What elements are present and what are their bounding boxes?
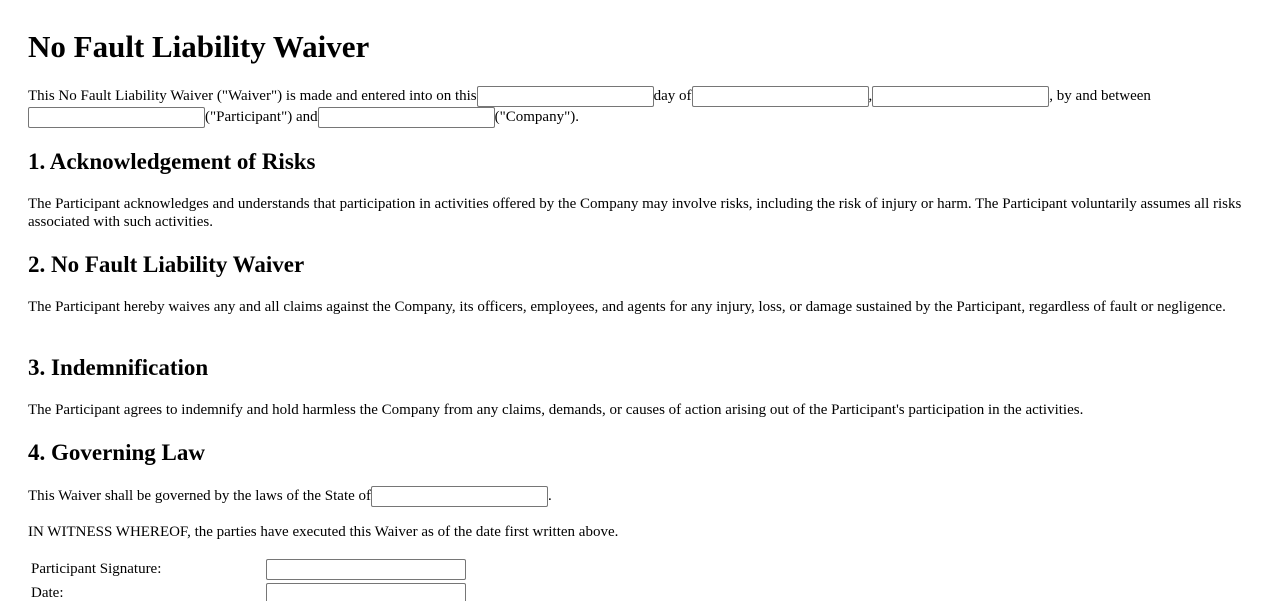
intro-text-made-on: This No Fault Liability Waiver ("Waiver") is made and entered into on this xyxy=(28,88,477,104)
intro-line-1 xyxy=(28,86,1258,107)
date-label: Date: xyxy=(31,584,64,601)
state-input[interactable] xyxy=(371,486,548,507)
participant-signature-cell xyxy=(263,557,469,581)
year-input[interactable] xyxy=(872,86,1049,107)
witness-statement: IN WITNESS WHEREOF, the parties have executed this Waiver as of the date first written above. xyxy=(28,524,619,540)
company-name-input[interactable] xyxy=(318,107,495,128)
date-cell xyxy=(263,581,469,601)
intro-text-participant: ("Participant") and xyxy=(205,109,318,125)
section-heading-risks: 1. Acknowledgement of Risks xyxy=(28,149,316,174)
signature-table xyxy=(28,557,469,601)
participant-signature-label: Participant Signature: xyxy=(31,560,162,577)
signature-row xyxy=(28,557,469,581)
month-input[interactable] xyxy=(692,86,869,107)
section-heading-governing-law: 4. Governing Law xyxy=(28,440,205,465)
date-input[interactable] xyxy=(266,583,466,601)
intro-line-2 xyxy=(28,107,1258,128)
section-heading-waiver: 2. No Fault Liability Waiver xyxy=(28,252,305,277)
intro-text-by-and-between: , by and between xyxy=(1049,88,1151,104)
intro-text-company: ("Company"). xyxy=(494,109,579,125)
section-text-governing-law xyxy=(28,486,552,507)
day-input[interactable] xyxy=(477,86,654,107)
date-row xyxy=(28,581,469,601)
governing-law-text: This Waiver shall be governed by the laws of the State of xyxy=(28,488,372,504)
governing-law-period: . xyxy=(548,488,552,504)
section-heading-indemnification: 3. Indemnification xyxy=(28,355,209,380)
intro-text-comma: , xyxy=(868,88,873,104)
participant-signature-input[interactable] xyxy=(266,559,466,580)
section-text-waiver: The Participant hereby waives any and all claims against the Company, its officers, employees, and agents for any injury, loss, or damage sustained by the Participant, regardless of fault or negligence. xyxy=(28,299,1226,315)
document-title: No Fault Liability Waiver xyxy=(28,29,370,64)
intro-text-day-of: day of xyxy=(653,88,692,104)
section-text-risks: The Participant acknowledges and understands that participation in activities offered by the Company may involve risks, including the risk of injury or harm. The Participant voluntarily assumes all risks associated with such activities. xyxy=(28,196,1242,230)
section-text-indemnification: The Participant agrees to indemnify and hold harmless the Company from any claims, demands, or causes of action arising out of the Participant's participation in the activities. xyxy=(28,402,1084,418)
participant-name-input[interactable] xyxy=(28,107,205,128)
intro-paragraph xyxy=(28,86,1258,128)
